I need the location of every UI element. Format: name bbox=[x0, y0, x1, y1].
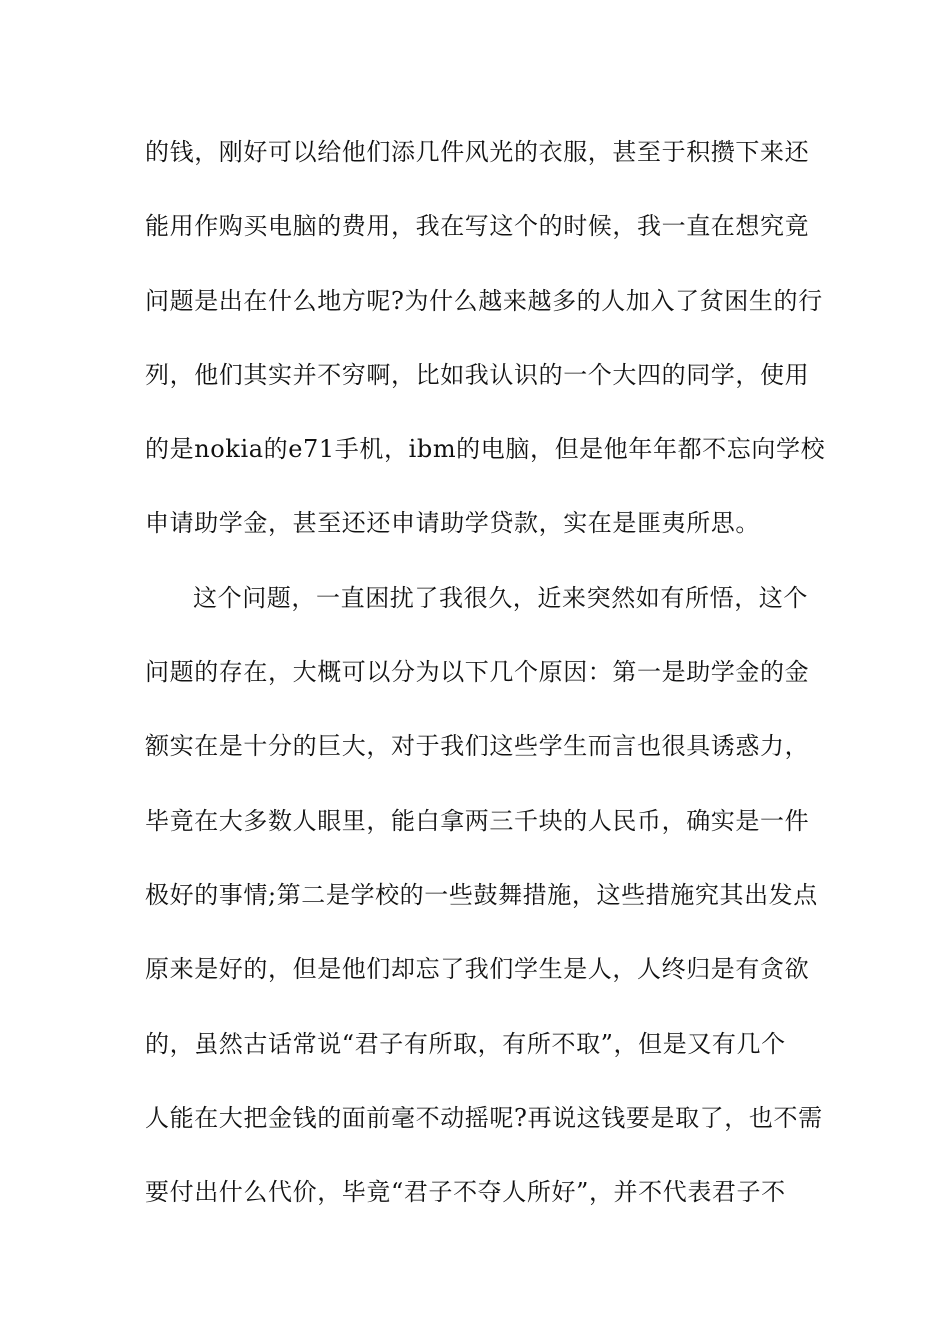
text-line: 列，他们其实并不穷啊，比如我认识的一个大四的同学，使用 bbox=[145, 360, 810, 389]
text-line: 极好的事情;第二是学校的一些鼓舞措施，这些措施究其出发点 bbox=[145, 880, 818, 909]
text-line: 毕竟在大多数人眼里，能白拿两三千块的人民币，确实是一件 bbox=[145, 806, 810, 835]
text-line: 的是nokia的e71手机，ibm的电脑，但是他年年都不忘向学校 bbox=[145, 435, 826, 464]
text-line: 问题是出在什么地方呢?为什么越来越多的人加入了贫困生的行 bbox=[145, 286, 823, 315]
text-line: 原来是好的，但是他们却忘了我们学生是人，人终归是有贪欲 bbox=[145, 955, 810, 984]
text-line: 的钱，刚好可以给他们添几件风光的衣服，甚至于积攒下来还 bbox=[145, 138, 810, 166]
text-line: 额实在是十分的巨大，对于我们这些学生而言也很具诱惑力， bbox=[145, 732, 810, 761]
text-line: 人能在大把金钱的面前毫不动摇呢?再说这钱要是取了，也不需 bbox=[145, 1103, 823, 1132]
text-line: 能用作购买电脑的费用，我在写这个的时候，我一直在想究竟 bbox=[145, 212, 810, 241]
paragraph-first-line: 这个问题，一直困扰了我很久，近来突然如有所悟，这个 bbox=[193, 583, 808, 612]
body-text bbox=[145, 128, 826, 1242]
text-line: 要付出什么代价，毕竟“君子不夺人所好”，并不代表君子不 bbox=[145, 1178, 786, 1207]
text-line: 问题的存在，大概可以分为以下几个原因：第一是助学金的金 bbox=[145, 658, 810, 687]
text-line: 申请助学金，甚至还还申请助学贷款，实在是匪夷所思。 bbox=[145, 509, 760, 538]
text-line: 的，虽然古话常说“君子有所取，有所不取”，但是又有几个 bbox=[145, 1029, 786, 1058]
